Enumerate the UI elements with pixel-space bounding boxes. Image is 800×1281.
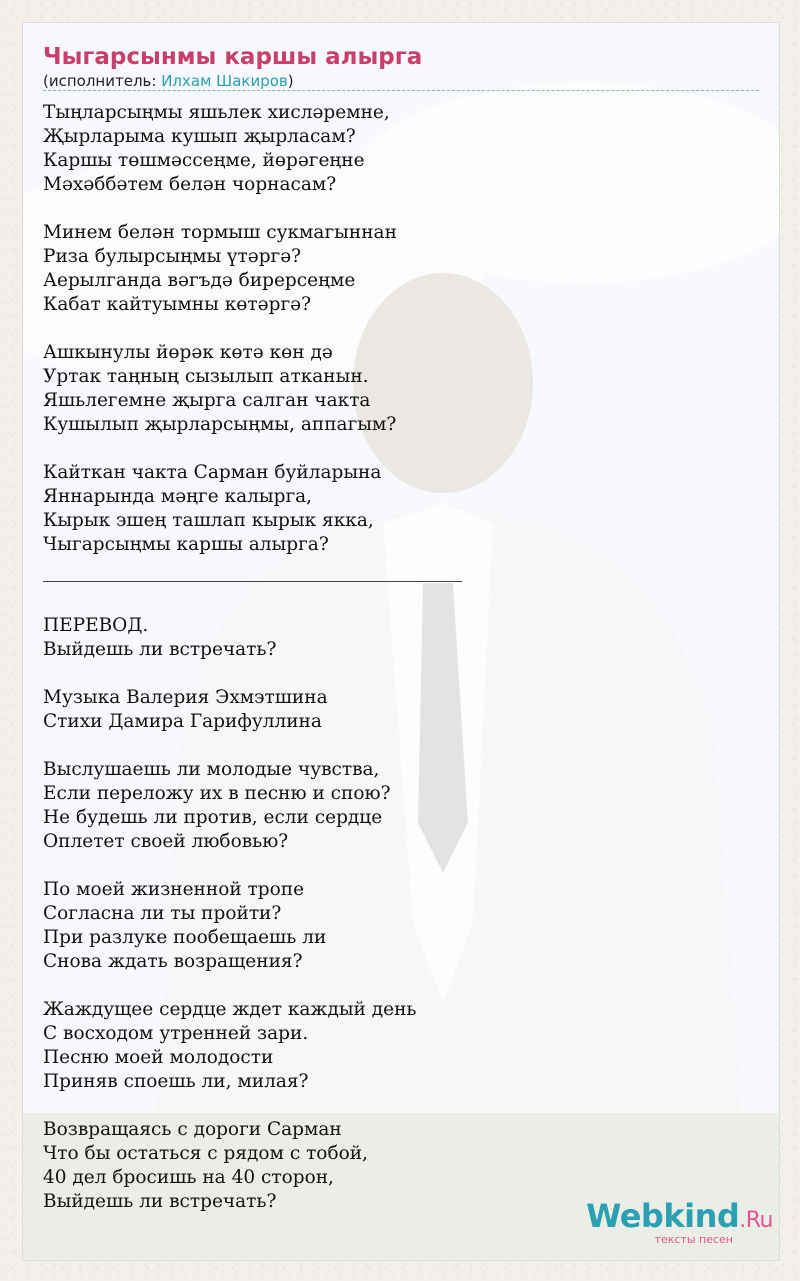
lyric-line: Минем белән тормыш сукмагыннан — [43, 222, 397, 243]
lyric-line: Риза булырсыңмы үтәргә? — [43, 246, 302, 267]
lyric-line: Ашкынулы йөрәк көтә көн дә — [43, 342, 333, 363]
lyric-line: Что бы остаться с рядом с тобой, — [43, 1143, 368, 1164]
lyric-line: Жаждущее сердце ждет каждый день — [43, 999, 417, 1020]
lyric-line: Возвращаясь с дороги Сарман — [43, 1119, 342, 1140]
lyric-line: Выслушаешь ли молодые чувства, — [43, 759, 380, 780]
performer-suffix: ) — [287, 72, 294, 90]
lyrics-card — [22, 22, 780, 1261]
lyric-line: Җырларыма кушып җырласам? — [43, 126, 356, 147]
stanza — [43, 878, 743, 974]
lyric-line: Чыгарсыңмы каршы алырга? — [43, 534, 329, 555]
lyric-line: Кушылып җырларсыңмы, аппагым? — [43, 414, 397, 435]
translation-divider — [43, 581, 462, 582]
stanza — [43, 686, 743, 734]
logo-tagline: тексты песен — [654, 1233, 733, 1246]
stanza — [43, 341, 743, 437]
lyric-line: Песню моей молодости — [43, 1047, 274, 1068]
lyric-line: 40 дел бросишь на 40 сторон, — [43, 1167, 334, 1188]
lyric-line: Если переложу их в песню и спою? — [43, 783, 391, 804]
performer-prefix: (исполнитель: — [43, 72, 162, 90]
lyric-line: Снова ждать возращения? — [43, 951, 303, 972]
lyric-line: При разлуке пообещаешь ли — [43, 927, 327, 948]
lyric-line: Тыңларсыңмы яшьлек хисләремне, — [43, 102, 390, 123]
lyric-line: Музыка Валерия Эхмэтшина — [43, 687, 328, 708]
lyrics-text — [43, 101, 743, 1238]
lyric-line: Приняв споешь ли, милая? — [43, 1071, 309, 1092]
lyric-line: По моей жизненной тропе — [43, 879, 305, 900]
lyric-line: Кайткан чакта Сарман буйларына — [43, 462, 382, 483]
translation-lyrics — [43, 614, 743, 1214]
song-header — [43, 43, 759, 91]
logo-tld: .Ru — [739, 1208, 773, 1233]
site-logo[interactable] — [586, 1199, 773, 1246]
lyric-line: С восходом утренней зари. — [43, 1023, 309, 1044]
lyric-line: Яннарында мәңге калырга, — [43, 486, 313, 507]
lyric-line: Оплетет своей любовью? — [43, 831, 289, 852]
lyric-line: ПЕРЕВОД. — [43, 615, 149, 636]
performer-line — [43, 71, 759, 91]
logo-main-text: Webkind — [586, 1197, 740, 1235]
lyric-line: Мәхәббәтем белән чорнасам? — [43, 174, 337, 195]
lyric-line: Выйдешь ли встречать? — [43, 1191, 277, 1212]
stanza — [43, 221, 743, 317]
lyric-line: Аерылганда вәгъдә бирерсеңме — [43, 270, 356, 291]
lyric-line: Яшьлегемне җырга салган чакта — [43, 390, 371, 411]
header-divider — [43, 90, 759, 91]
stanza — [43, 998, 743, 1094]
lyric-line: Не будешь ли против, если сердце — [43, 807, 383, 828]
lyric-line: Уртак таңның сызылып атканын. — [43, 366, 369, 387]
lyric-line: Кабат кайтуымны көтәргә? — [43, 294, 312, 315]
lyric-line: Кырык эшең ташлап кырык якка, — [43, 510, 374, 531]
stanza — [43, 614, 743, 662]
stanza — [43, 101, 743, 197]
lyric-line: Согласна ли ты пройти? — [43, 903, 282, 924]
performer-link[interactable]: Илхам Шакиров — [161, 72, 288, 90]
song-title: Чыгарсынмы каршы алырга — [43, 44, 423, 70]
stanza — [43, 758, 743, 854]
stanza — [43, 461, 743, 557]
original-lyrics — [43, 101, 743, 557]
lyric-line: Каршы төшмәссеңме, йөрәгеңне — [43, 150, 365, 171]
lyric-line: Выйдешь ли встречать? — [43, 639, 277, 660]
lyric-line: Стихи Дамира Гарифуллина — [43, 711, 322, 732]
